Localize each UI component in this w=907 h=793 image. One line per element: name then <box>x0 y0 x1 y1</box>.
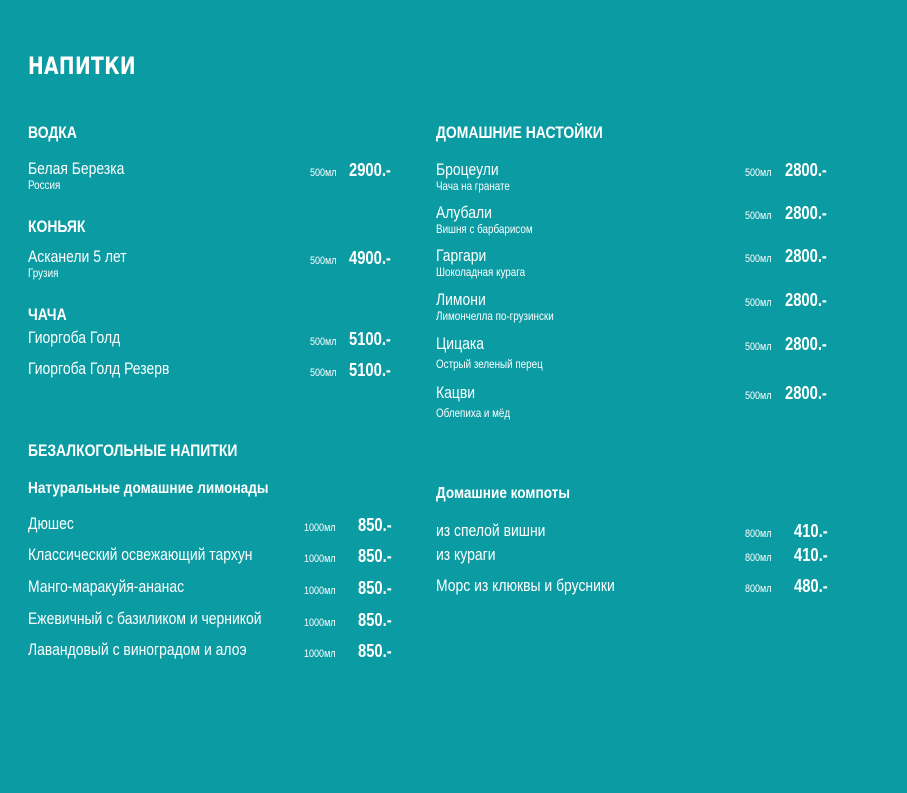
item-name: Лимони <box>436 290 486 309</box>
item-name: Манго-маракуйя-ананас <box>28 577 185 596</box>
item-name: Дюшес <box>28 514 74 533</box>
item-volume: 500мл <box>745 297 772 309</box>
item-desc: Грузия <box>28 266 59 280</box>
item-volume: 500мл <box>745 390 772 402</box>
item-desc: Вишня с барбарисом <box>436 222 533 236</box>
item-price: 5100.- <box>349 360 391 380</box>
item-name: из спелой вишни <box>436 521 546 540</box>
item-volume: 800мл <box>745 528 772 540</box>
item-desc: Россия <box>28 178 61 192</box>
item-price: 410.- <box>794 521 828 541</box>
subsection-heading-lemonades: Натуральные домашние лимонады <box>28 480 269 497</box>
item-name: Белая Березка <box>28 159 125 178</box>
item-name: Гиоргоба Голд Резерв <box>28 359 170 378</box>
section-heading-soft-drinks: БЕЗАЛКОГОЛЬНЫЕ НАПИТКИ <box>28 441 238 460</box>
item-price: 2800.- <box>785 383 827 403</box>
item-name: Ежевичный с базиликом и черникой <box>28 609 262 628</box>
item-desc: Лимончелла по-грузински <box>436 309 554 323</box>
item-name: Лавандовый с виноградом и алоэ <box>28 640 247 659</box>
section-heading-compotes: Домашние компоты <box>436 485 570 502</box>
item-price: 850.- <box>358 641 392 661</box>
item-volume: 500мл <box>310 367 337 379</box>
item-name: Асканели 5 лет <box>28 247 127 266</box>
item-price: 850.- <box>358 515 392 535</box>
item-volume: 500мл <box>745 210 772 222</box>
item-name: Морс из клюквы и брусники <box>436 576 615 595</box>
item-price: 850.- <box>358 610 392 630</box>
section-heading-chacha: ЧАЧА <box>28 305 67 324</box>
item-volume: 500мл <box>310 167 337 179</box>
item-name: из кураги <box>436 545 496 564</box>
item-name: Классический освежающий тархун <box>28 545 253 564</box>
section-heading-tinctures: ДОМАШНИЕ НАСТОЙКИ <box>436 123 603 142</box>
item-price: 2800.- <box>785 334 827 354</box>
item-volume: 500мл <box>745 167 772 179</box>
item-desc: Острый зеленый перец <box>436 357 543 371</box>
item-price: 5100.- <box>349 329 391 349</box>
section-heading-cognac: КОНЬЯК <box>28 217 86 236</box>
item-name: Алубали <box>436 203 492 222</box>
item-volume: 500мл <box>745 253 772 265</box>
item-volume: 500мл <box>310 336 337 348</box>
item-desc: Чача на гранате <box>436 179 510 193</box>
item-volume: 1000мл <box>304 585 336 597</box>
item-volume: 1000мл <box>304 648 336 660</box>
item-volume: 1000мл <box>304 553 336 565</box>
item-desc: Шоколадная курага <box>436 265 526 279</box>
item-price: 850.- <box>358 546 392 566</box>
item-volume: 1000мл <box>304 617 336 629</box>
item-price: 850.- <box>358 578 392 598</box>
item-desc: Облепиха и мёд <box>436 406 511 420</box>
section-heading-vodka: ВОДКА <box>28 123 77 142</box>
item-name: Кацви <box>436 383 476 402</box>
item-price: 480.- <box>794 576 828 596</box>
item-name: Броцеули <box>436 160 499 179</box>
item-price: 2900.- <box>349 160 391 180</box>
item-volume: 500мл <box>310 255 337 267</box>
item-volume: 1000мл <box>304 522 336 534</box>
page-title: НАПИТКИ <box>28 52 136 80</box>
item-volume: 500мл <box>745 341 772 353</box>
item-name: Гаргари <box>436 246 487 265</box>
item-name: Цицака <box>436 334 484 353</box>
item-price: 2800.- <box>785 290 827 310</box>
item-volume: 800мл <box>745 552 772 564</box>
item-name: Гиоргоба Голд <box>28 328 121 347</box>
item-price: 4900.- <box>349 248 391 268</box>
item-price: 2800.- <box>785 160 827 180</box>
item-volume: 800мл <box>745 583 772 595</box>
item-price: 410.- <box>794 545 828 565</box>
item-price: 2800.- <box>785 246 827 266</box>
item-price: 2800.- <box>785 203 827 223</box>
